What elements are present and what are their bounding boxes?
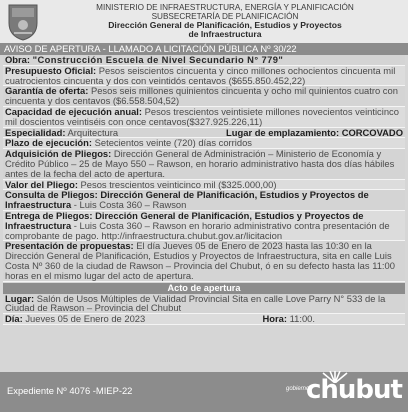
row-garantia	[3, 86, 405, 107]
subsecretariat-name: SUBSECRETARÍA DE PLANIFICACIÓN	[151, 12, 299, 21]
acto-body	[0, 294, 408, 325]
especialidad-label: Especialidad:	[5, 126, 66, 138]
lugar-value: Salón de Usos Múltiples de Vialidad Provincial Sita en calle Love Parry N° 533 de la Ciudad de Rawson – Provincia del Chubut	[5, 292, 386, 314]
hora-value: 11:00.	[289, 313, 315, 325]
consulta-label: Consulta de Pliegos:	[5, 189, 98, 201]
emplazamiento-label: Lugar de emplazamiento:	[226, 126, 340, 138]
presupuesto-label: Presupuesto Oficial:	[5, 64, 97, 76]
obra-value: "Construcción Escuela de Nivel Secundario N° 779"	[32, 54, 284, 65]
garantia-label: Garantía de oferta:	[5, 85, 89, 97]
logo-chubut-text: chubut	[306, 375, 402, 405]
ministry-name: MINISTERIO DE INFRAESTRUCTURA, ENERGÍA Y PLANIFICACIÓN	[96, 3, 354, 12]
hora-label: Hora:	[262, 313, 288, 325]
presentacion-value: El día Jueves 05 de Enero de 2023 hasta las 10:30 en la Dirección General de Planificación, Estudios y Proyectos de Infraestructura, sita en calle Luis Costa Nº 360 de la ciudad de Rawson – Provincia del Chubut, ó en su defecto hasta las 11:00 horas en el mismo lugar del acto de apertura.	[5, 240, 395, 281]
valor-value: Pesos trescientos veinticinco mil ($325.000,00)	[80, 178, 277, 190]
entrega-label: Entrega de Pliegos:	[5, 209, 93, 221]
directorate-name-line2: de Infraestructura	[188, 29, 262, 39]
entrega-value: - Luis Costa 360 – Rawson en horario administrativo contra presentación de comprobante de pago. http://infraestructura.chubut.gov.ar/licitacion	[5, 219, 390, 241]
logo-gobierno-text: gobierno	[286, 386, 310, 392]
adquisicion-value: Dirección General de Administración – Ministerio de Economía y Crédito Público – 25 de Mayo 550 – Rawson, en horario administrativo hasta dos días hábiles antes de la fecha del acto de apertura.	[5, 148, 395, 179]
row-lugar	[3, 294, 405, 315]
plazo-value: Setecientos veinte (720) días corridos	[94, 137, 252, 149]
presentacion-label: Presentación de propuestas:	[5, 240, 134, 252]
entrega-office: Dirección General de Planificación, Estudios y Proyectos de Infraestructura	[5, 209, 364, 231]
ministry-heading	[48, 3, 402, 39]
dia-value: Jueves 05 de Enero de 2023	[25, 313, 146, 325]
header	[0, 0, 408, 43]
especialidad-value: Arquitectura	[67, 126, 119, 138]
obra-label: Obra:	[5, 54, 31, 65]
emplazamiento-value: CORCOVADO	[341, 126, 403, 138]
row-capacidad	[3, 107, 405, 128]
row-consulta	[3, 190, 405, 211]
dia-label: Día:	[5, 313, 23, 325]
garantia-value: Pesos seis millones quinientos cincuenta y ocho mil quinientos cuatro con cincuenta y dos centavos ($6.558.504,52)	[5, 85, 398, 107]
row-presentacion	[3, 241, 405, 281]
lugar-label: Lugar:	[5, 292, 35, 304]
valor-label: Valor del Pliego:	[5, 178, 78, 190]
expediente-number: Expediente Nº 4076 -MIEP-22	[7, 385, 133, 396]
consulta-office: Dirección General de Planificación, Estudios y Proyectos de Infraestructura	[5, 189, 369, 211]
notice-body	[0, 55, 408, 282]
plazo-label: Plazo de ejecución:	[5, 137, 93, 149]
row-adquisicion	[3, 149, 405, 179]
chubut-logo	[286, 375, 402, 407]
capacidad-value: Pesos trescientos veintisiete millones novecientos veinticinco mil doscientos veintiséis con once centavos($327.925.226,11)	[5, 105, 399, 127]
capacidad-label: Capacidad de ejecución anual:	[5, 105, 143, 117]
provincial-seal-icon	[6, 3, 40, 41]
adquisicion-label: Adquisición de Pliegos:	[5, 148, 112, 160]
presupuesto-value: Pesos seiscientos cincuenta y cinco millones ochocientos cincuenta mil cuatrocientos cincuenta y dos con veintidós centavos ($655.850.452,22)	[5, 64, 396, 86]
row-dia	[3, 314, 405, 325]
directorate-name-line1: Dirección General de Planificación, Estudios y Proyectos	[108, 20, 342, 30]
consulta-value: - Luis Costa 360 – Rawson	[71, 199, 187, 211]
row-presupuesto	[3, 66, 405, 87]
acto-apertura-bar: Acto de apertura	[3, 283, 405, 294]
notice-title-bar: AVISO DE APERTURA - LLAMADO A LICITACIÓN PÚBLICA Nº 30/22	[0, 43, 408, 55]
row-entrega	[3, 211, 405, 241]
footer	[0, 372, 408, 412]
